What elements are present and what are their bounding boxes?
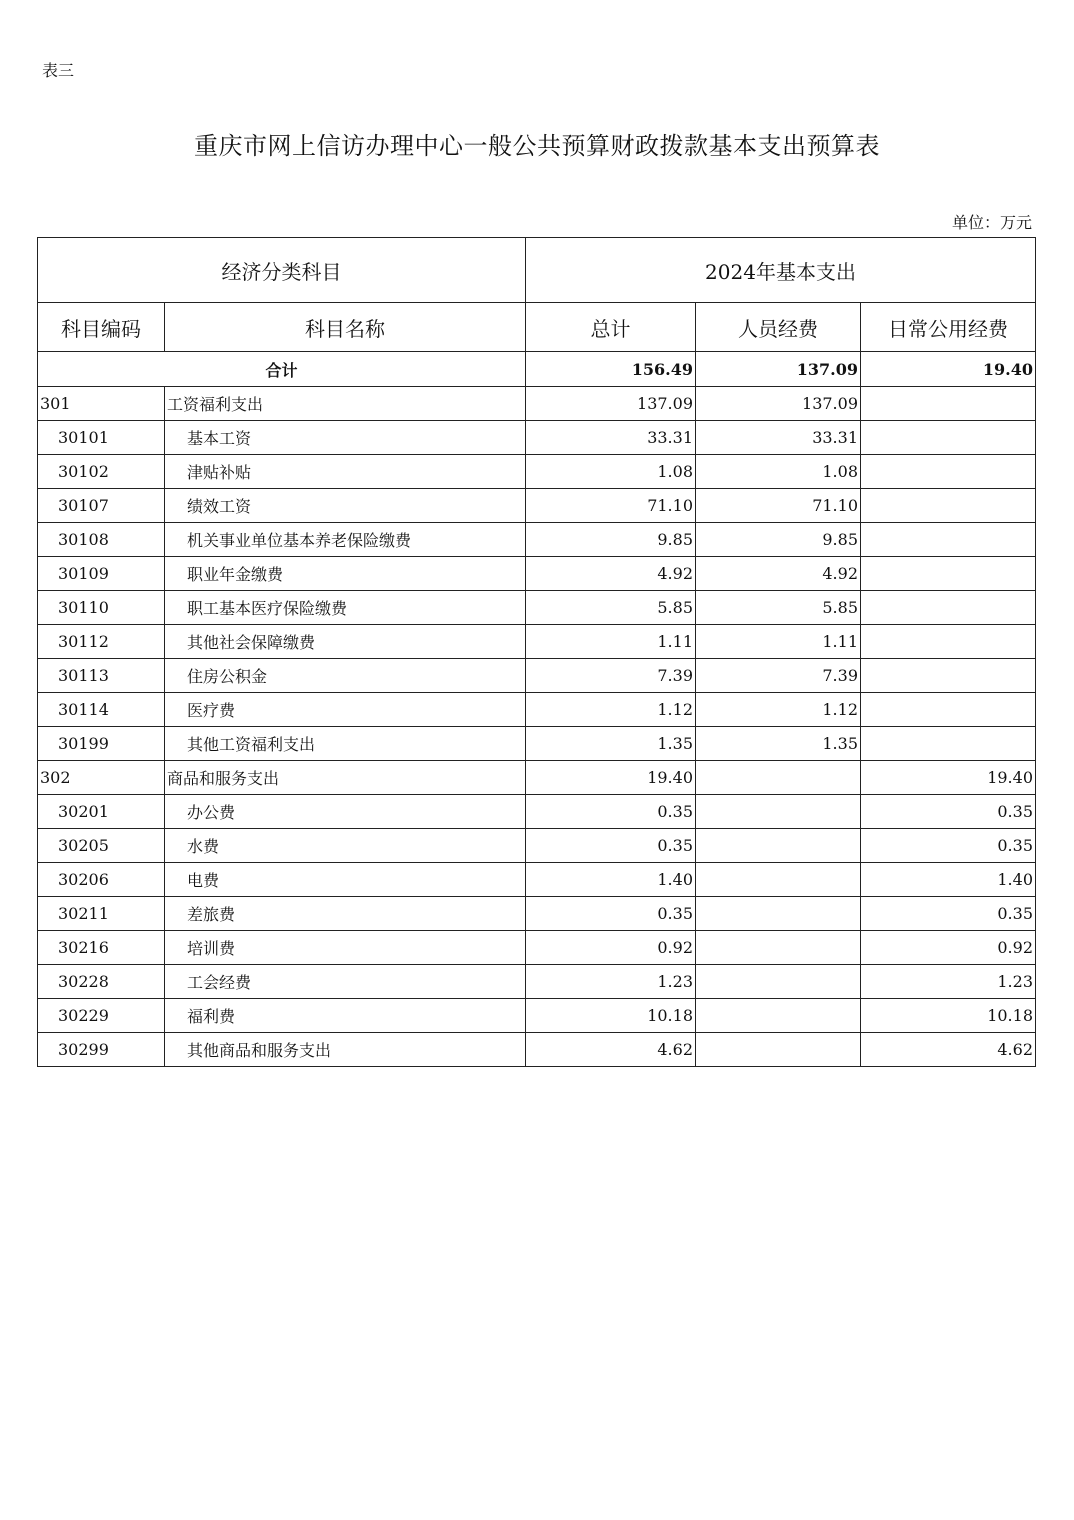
cell-code: 30102 [38, 455, 165, 489]
cell-total: 1.23 [526, 965, 696, 999]
header-total: 总计 [526, 303, 696, 352]
cell-name: 工会经费 [165, 965, 526, 999]
cell-code: 30109 [38, 557, 165, 591]
total-personnel: 137.09 [696, 352, 861, 387]
table-row [38, 523, 1036, 557]
cell-name: 津贴补贴 [165, 455, 526, 489]
table-row [38, 421, 1036, 455]
cell-personnel: 1.11 [696, 625, 861, 659]
cell-code: 30211 [38, 897, 165, 931]
cell-name: 住房公积金 [165, 659, 526, 693]
cell-code: 30101 [38, 421, 165, 455]
cell-code: 30199 [38, 727, 165, 761]
cell-name: 商品和服务支出 [165, 761, 526, 795]
cell-name: 其他商品和服务支出 [165, 1033, 526, 1067]
group-header-row [38, 238, 1036, 303]
cell-total: 1.35 [526, 727, 696, 761]
cell-code: 30299 [38, 1033, 165, 1067]
cell-name: 差旅费 [165, 897, 526, 931]
cell-total: 1.40 [526, 863, 696, 897]
cell-public [861, 591, 1036, 625]
cell-total: 0.35 [526, 897, 696, 931]
cell-name: 绩效工资 [165, 489, 526, 523]
cell-total: 33.31 [526, 421, 696, 455]
table-row [38, 931, 1036, 965]
cell-total: 0.35 [526, 795, 696, 829]
table-row [38, 455, 1036, 489]
table-row [38, 897, 1036, 931]
header-code: 科目编码 [38, 303, 165, 352]
cell-personnel: 33.31 [696, 421, 861, 455]
cell-total: 4.92 [526, 557, 696, 591]
header-public: 日常公用经费 [861, 303, 1036, 352]
cell-public: 0.35 [861, 795, 1036, 829]
unit-label: 单位：万元 [951, 213, 1032, 232]
cell-name: 电费 [165, 863, 526, 897]
cell-public [861, 421, 1036, 455]
header-classification: 经济分类科目 [38, 238, 526, 303]
cell-public: 1.40 [861, 863, 1036, 897]
cell-public [861, 557, 1036, 591]
table-row [38, 829, 1036, 863]
cell-public [861, 387, 1036, 421]
cell-total: 5.85 [526, 591, 696, 625]
cell-code: 30113 [38, 659, 165, 693]
table-body [38, 352, 1036, 1067]
table-row [38, 863, 1036, 897]
cell-total: 0.35 [526, 829, 696, 863]
cell-personnel [696, 965, 861, 999]
cell-personnel: 1.35 [696, 727, 861, 761]
cell-personnel: 4.92 [696, 557, 861, 591]
cell-total: 9.85 [526, 523, 696, 557]
cell-personnel [696, 897, 861, 931]
cell-personnel [696, 999, 861, 1033]
table-row [38, 659, 1036, 693]
table-label: 表三 [42, 61, 75, 80]
cell-personnel [696, 863, 861, 897]
cell-code: 30114 [38, 693, 165, 727]
cell-public: 19.40 [861, 761, 1036, 795]
cell-total: 19.40 [526, 761, 696, 795]
cell-personnel [696, 931, 861, 965]
table-row [38, 795, 1036, 829]
cell-code: 30229 [38, 999, 165, 1033]
cell-personnel: 7.39 [696, 659, 861, 693]
cell-total: 7.39 [526, 659, 696, 693]
cell-total: 1.12 [526, 693, 696, 727]
cell-personnel: 1.08 [696, 455, 861, 489]
cell-code: 30108 [38, 523, 165, 557]
cell-public [861, 523, 1036, 557]
cell-name: 机关事业单位基本养老保险缴费 [165, 523, 526, 557]
header-expenditure: 2024年基本支出 [526, 238, 1036, 303]
cell-personnel: 137.09 [696, 387, 861, 421]
table-row [38, 1033, 1036, 1067]
cell-personnel [696, 829, 861, 863]
cell-personnel: 1.12 [696, 693, 861, 727]
cell-name: 福利费 [165, 999, 526, 1033]
table-row [38, 557, 1036, 591]
table-row [38, 761, 1036, 795]
total-public: 19.40 [861, 352, 1036, 387]
column-header-row [38, 303, 1036, 352]
budget-table [37, 237, 1036, 1067]
cell-total: 1.08 [526, 455, 696, 489]
cell-personnel [696, 1033, 861, 1067]
cell-personnel [696, 795, 861, 829]
cell-total: 71.10 [526, 489, 696, 523]
cell-name: 办公费 [165, 795, 526, 829]
cell-total: 137.09 [526, 387, 696, 421]
table-row [38, 965, 1036, 999]
cell-name: 水费 [165, 829, 526, 863]
cell-code: 30228 [38, 965, 165, 999]
header-name: 科目名称 [165, 303, 526, 352]
cell-name: 工资福利支出 [165, 387, 526, 421]
cell-code: 301 [38, 387, 165, 421]
cell-name: 其他工资福利支出 [165, 727, 526, 761]
cell-public: 10.18 [861, 999, 1036, 1033]
table-row [38, 727, 1036, 761]
cell-code: 302 [38, 761, 165, 795]
table-row [38, 489, 1036, 523]
cell-public: 0.35 [861, 829, 1036, 863]
cell-total: 0.92 [526, 931, 696, 965]
cell-personnel [696, 761, 861, 795]
cell-personnel: 71.10 [696, 489, 861, 523]
table-row [38, 693, 1036, 727]
cell-total: 1.11 [526, 625, 696, 659]
cell-name: 其他社会保障缴费 [165, 625, 526, 659]
total-label: 合计 [38, 352, 526, 387]
cell-code: 30112 [38, 625, 165, 659]
header-personnel: 人员经费 [696, 303, 861, 352]
cell-name: 医疗费 [165, 693, 526, 727]
cell-code: 30206 [38, 863, 165, 897]
total-row [38, 352, 1036, 387]
cell-public: 0.35 [861, 897, 1036, 931]
cell-public [861, 659, 1036, 693]
cell-public [861, 455, 1036, 489]
table-row [38, 387, 1036, 421]
total-sum: 156.49 [526, 352, 696, 387]
cell-public: 1.23 [861, 965, 1036, 999]
cell-name: 基本工资 [165, 421, 526, 455]
cell-public: 0.92 [861, 931, 1036, 965]
cell-public [861, 489, 1036, 523]
cell-total: 10.18 [526, 999, 696, 1033]
cell-code: 30201 [38, 795, 165, 829]
cell-code: 30216 [38, 931, 165, 965]
cell-total: 4.62 [526, 1033, 696, 1067]
cell-personnel: 9.85 [696, 523, 861, 557]
cell-public: 4.62 [861, 1033, 1036, 1067]
table-row [38, 625, 1036, 659]
cell-name: 职业年金缴费 [165, 557, 526, 591]
cell-name: 职工基本医疗保险缴费 [165, 591, 526, 625]
page-title: 重庆市网上信访办理中心一般公共预算财政拨款基本支出预算表 [194, 132, 880, 160]
cell-code: 30205 [38, 829, 165, 863]
cell-public [861, 693, 1036, 727]
cell-code: 30107 [38, 489, 165, 523]
cell-code: 30110 [38, 591, 165, 625]
table-row [38, 999, 1036, 1033]
cell-public [861, 727, 1036, 761]
table-row [38, 591, 1036, 625]
cell-personnel: 5.85 [696, 591, 861, 625]
cell-public [861, 625, 1036, 659]
cell-name: 培训费 [165, 931, 526, 965]
